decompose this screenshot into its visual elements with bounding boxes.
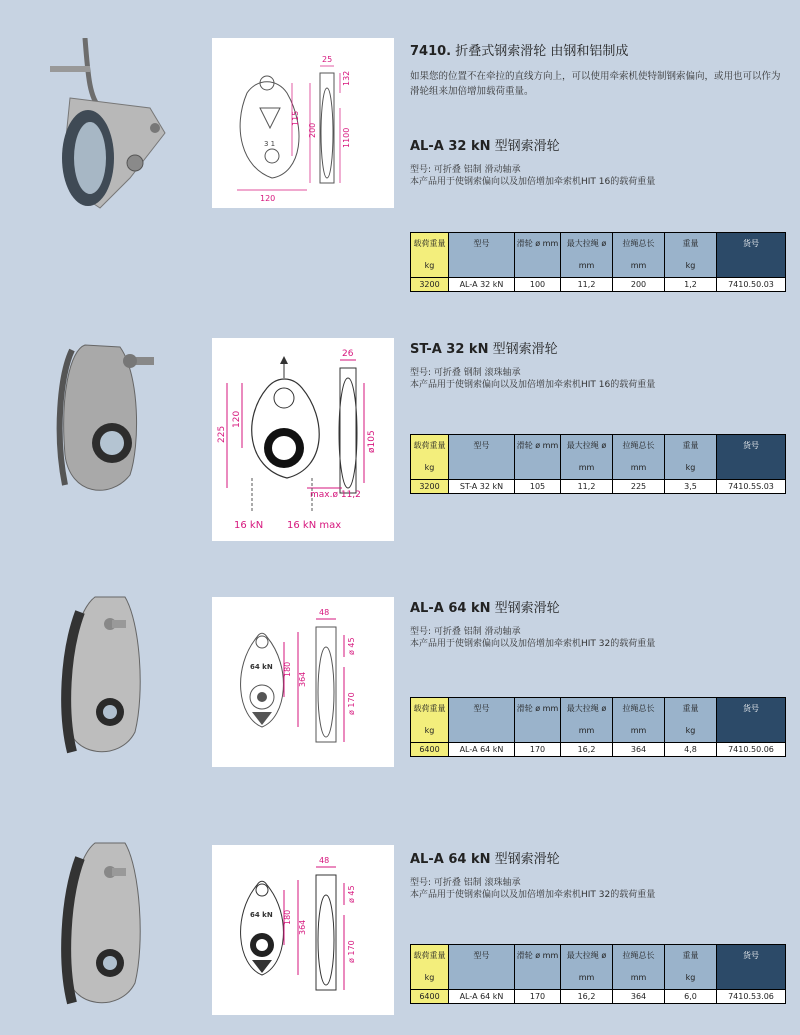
pulley-photo-al-a-64-a [40,592,180,767]
dimension-drawing-2 [212,338,394,541]
product-title-rest: 型钢索滑轮 [494,139,560,154]
product-type-line: 型号: 可折叠 铝制 滑动轴承 [410,627,521,637]
table-row [411,990,786,1004]
col-length: 拉绳总长 mm [613,233,665,278]
dim-d4: 200 [308,122,317,138]
pulley-photo-st-a-32 [40,335,180,505]
spec-table-header [411,945,786,990]
pulley-photo-al-a-32 [40,38,180,213]
cell-weight: 4,8 [665,743,717,757]
cell-pulley: 105 [515,480,561,494]
pulley-photo-al-a-64-b [40,838,180,1018]
product-description [410,877,785,901]
col-article: 货号 [717,945,786,990]
cell-model: ST-A 32 kN [449,480,515,494]
col-pulley: 滑轮 ø mm [515,435,561,480]
cell-model: AL-A 64 kN [449,743,515,757]
spec-table-header [411,435,786,480]
cell-model: AL-A 32 kN [449,278,515,292]
col-weight: 重量 kg [665,698,717,743]
dim-d4: 364 [298,671,307,687]
col-load: 载荷重量 kg [411,233,449,278]
dim-d5: ø 170 [347,940,356,963]
product-title-bold: AL-A 32 kN [410,139,491,154]
col-article: 货号 [717,698,786,743]
product-description [410,164,785,188]
dim-d2: 132 [342,70,351,86]
cell-load: 3200 [411,480,449,494]
product-title-rest: 型钢索滑轮 [494,601,560,616]
dim-d1: 48 [319,608,330,617]
spec-table-2 [410,434,786,494]
product-title-bold: ST-A 32 kN [410,342,489,357]
col-pulley: 滑轮 ø mm [515,233,561,278]
cell-length: 364 [613,743,665,757]
product-description [410,367,785,391]
col-weight: 重量 kg [665,435,717,480]
cell-model: AL-A 64 kN [449,990,515,1004]
product-title-bold: AL-A 64 kN [410,601,491,616]
col-rope: 最大拉绳 ø mm [561,698,613,743]
force-label-2: 16 kN max [287,520,342,531]
col-model: 型号 [449,233,515,278]
product-title-rest: 型钢索滑轮 [492,342,558,357]
table-row [411,743,786,757]
spec-table-4 [410,944,786,1004]
cell-article: 7410.50.06 [717,743,786,757]
cell-pulley: 170 [515,743,561,757]
dimension-drawing-3 [212,597,394,767]
cell-length: 225 [613,480,665,494]
force-label-1: 16 kN [234,520,264,531]
dim-d3: 225 [217,425,227,443]
col-rope: 最大拉绳 ø mm [561,435,613,480]
cell-length: 364 [613,990,665,1004]
series-title [410,40,785,59]
product-title [410,848,785,867]
col-model: 型号 [449,945,515,990]
dim-d2: 120 [232,410,242,428]
col-article: 货号 [717,435,786,480]
dimension-drawing-4 [212,845,394,1015]
dim-d1: 25 [322,55,333,64]
cell-rope: 11,2 [561,278,613,292]
col-length: 拉绳总长 mm [613,945,665,990]
col-length: 拉绳总长 mm [613,435,665,480]
cell-load: 6400 [411,743,449,757]
col-article: 货号 [717,233,786,278]
dim-d4: 364 [298,919,307,935]
series-description: 如果您的位置不在牵拉的直线方向上，可以使用牵索机使特制钢索偏向，或用也可以作为滑轮组来加倍增加载荷重量。 [410,71,781,97]
product-info-4 [410,848,785,901]
spec-table-1 [410,232,786,292]
table-row [411,480,786,494]
dim-d3: 115 [291,110,300,126]
col-pulley: 滑轮 ø mm [515,945,561,990]
col-load: 载荷重量 kg [411,435,449,480]
product-info-3 [410,597,785,650]
col-length: 拉绳总长 mm [613,698,665,743]
col-model: 型号 [449,435,515,480]
col-rope: 最大拉绳 ø mm [561,945,613,990]
drawing-mark: 64 kN [250,663,273,671]
cell-rope: 16,2 [561,743,613,757]
dimension-drawing-1 [212,38,394,208]
cell-weight: 1,2 [665,278,717,292]
dim-d3: 180 [283,661,292,677]
dim-d2: ø 45 [347,885,356,903]
dim-d5: ø 170 [347,692,356,715]
product-use-line: 本产品用于使钢索偏向以及加倍增加牵索机HIT 16的载荷重量 [410,177,656,187]
drawing-mark: 3 1 [264,140,276,148]
series-code: 7410. [410,44,452,59]
col-load: 载荷重量 kg [411,698,449,743]
dim-d1: 26 [342,349,354,359]
table-row [411,278,786,292]
product-title-bold: AL-A 64 kN [410,852,491,867]
product-description [410,626,785,650]
product-type-line: 型号: 可折叠 铝制 滚珠轴承 [410,878,521,888]
product-use-line: 本产品用于使钢索偏向以及加倍增加牵索机HIT 32的载荷重量 [410,639,656,649]
product-use-line: 本产品用于使钢索偏向以及加倍增加牵索机HIT 16的载荷重量 [410,380,656,390]
cell-weight: 6,0 [665,990,717,1004]
product-use-line: 本产品用于使钢索偏向以及加倍增加牵索机HIT 32的载荷重量 [410,890,656,900]
cell-article: 7410.53.06 [717,990,786,1004]
cell-weight: 3,5 [665,480,717,494]
cell-load: 3200 [411,278,449,292]
col-weight: 重量 kg [665,233,717,278]
cell-article: 7410.50.03 [717,278,786,292]
col-weight: 重量 kg [665,945,717,990]
dim-d5: 1100 [342,127,351,148]
col-rope: 最大拉绳 ø mm [561,233,613,278]
cell-article: 7410.5S.03 [717,480,786,494]
product-title [410,338,785,357]
col-pulley: 滑轮 ø mm [515,698,561,743]
dim-d5: max.ø 11,2 [310,490,361,500]
series-name: 折叠式钢索滑轮 由钢和铝制成 [455,44,629,59]
spec-table-3 [410,697,786,757]
cell-length: 200 [613,278,665,292]
spec-table-header [411,233,786,278]
product-type-line: 型号: 可折叠 铝制 滑动轴承 [410,165,521,175]
product-info-1 [410,135,785,188]
product-title [410,597,785,616]
dim-d3: 180 [283,909,292,925]
dim-d2: ø 45 [347,637,356,655]
cell-pulley: 170 [515,990,561,1004]
dim-d6: 120 [260,194,276,203]
product-type-line: 型号: 可折叠 钢制 滚珠轴承 [410,368,521,378]
product-info-2 [410,338,785,391]
col-load: 载荷重量 kg [411,945,449,990]
col-model: 型号 [449,698,515,743]
cell-rope: 11,2 [561,480,613,494]
drawing-mark: 64 kN [250,911,273,919]
dim-d1: 48 [319,856,330,865]
cell-pulley: 100 [515,278,561,292]
series-header [410,40,785,99]
cell-load: 6400 [411,990,449,1004]
spec-table-header [411,698,786,743]
product-title [410,135,785,154]
cell-rope: 16,2 [561,990,613,1004]
dim-d4: ø105 [367,430,377,453]
product-title-rest: 型钢索滑轮 [494,852,560,867]
